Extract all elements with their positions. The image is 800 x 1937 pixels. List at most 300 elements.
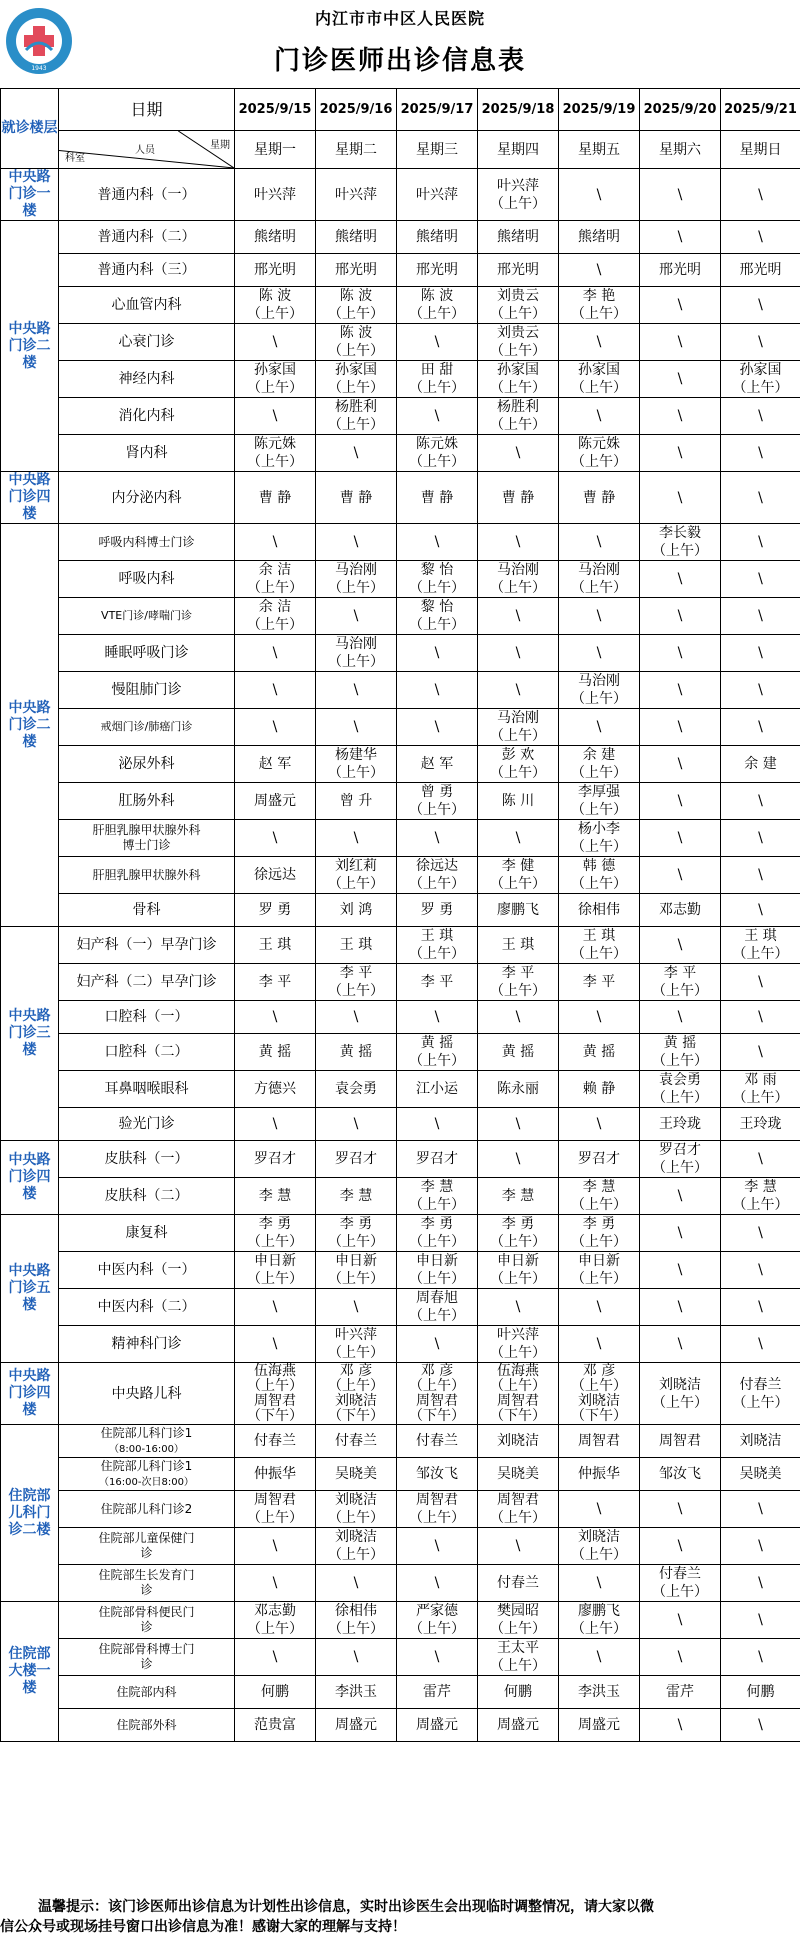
doctor-cell [316,927,397,964]
schedule-row [1,1363,800,1425]
session-label: （上午） [328,343,384,359]
no-clinic-mark: \ [758,1299,763,1315]
doctor-name: 黄 摇 [259,1044,291,1060]
doctor-cell [721,857,800,894]
doctor-name: 周盛元 [335,1717,377,1733]
no-clinic-mark: \ [354,534,359,550]
doctor-name: 陈 川 [502,793,534,809]
doctor-name: 李 慧 [502,1188,534,1204]
dept-name: 慢阻肺门诊 [112,682,182,698]
dept-name: 妇产科（一）早孕门诊 [77,937,217,953]
doctor-name: 陈元姝 [254,436,296,452]
dept-cell [59,1491,235,1528]
doctor-name: 吴晓美 [497,1466,539,1482]
no-clinic-mark: \ [273,719,278,735]
no-clinic-mark: \ [758,1262,763,1278]
doctor-cell [316,1071,397,1108]
session-label: （上午） [247,580,303,596]
weekday-cell: 星期二 [316,131,397,169]
session-label: （上午） [490,983,546,999]
doctor-cell [316,1425,397,1458]
schedule-row [1,1639,800,1676]
doctor-cell [397,435,478,472]
doctor-cell [316,254,397,287]
session-label: （上午） [490,1621,546,1637]
weekday-cell: 星期五 [559,131,640,169]
schedule-row [1,709,800,746]
doctor-cell [640,1001,721,1034]
doctor-cell [316,1458,397,1491]
doctor-name: 王玲珑 [740,1116,782,1132]
doctor-name: 李 勇 [340,1216,372,1232]
dept-name: 骨科 [133,902,161,918]
session-label: （上午） [247,1234,303,1250]
schedule-row [1,561,800,598]
doctor-cell [316,746,397,783]
doctor-name: 申日新 [497,1253,539,1269]
session-label: （上午） [328,1234,384,1250]
doctor-cell [316,287,397,324]
no-clinic-mark: \ [758,902,763,918]
session-label: （上午） [328,1378,384,1394]
session-label: （上午） [247,1378,303,1394]
dept-name: 验光门诊 [119,1116,175,1132]
no-clinic-mark: \ [516,830,521,846]
floor-name: 中央路门诊四楼 [7,472,53,523]
dept-name: 住院部儿科门诊1 [101,1459,193,1473]
doctor-name: 李 慧 [340,1188,372,1204]
doctor-cell [478,1363,559,1425]
doctor-cell [559,1528,640,1565]
doctor-cell [721,1326,800,1363]
doctor-cell [721,635,800,672]
no-clinic-mark: \ [678,937,683,953]
doctor-cell [316,894,397,927]
no-clinic-mark: \ [678,793,683,809]
doctor-cell [397,1602,478,1639]
doctor-name: 仲振华 [254,1466,296,1482]
no-clinic-mark: \ [273,1649,278,1665]
doctor-cell [478,783,559,820]
doctor-name: 李 勇 [421,1216,453,1232]
doctor-cell [235,1602,316,1639]
no-clinic-mark: \ [758,1575,763,1591]
date-header: 日期 [59,89,235,131]
doctor-name: 曹 静 [340,490,372,506]
doctor-cell [397,254,478,287]
doctor-cell [640,1215,721,1252]
doctor-cell [397,1178,478,1215]
doctor-cell [235,472,316,524]
doctor-cell [721,598,800,635]
floor-name: 住院部大楼一楼 [7,1646,53,1697]
doctor-cell [235,254,316,287]
doctor-cell [721,1034,800,1071]
date-cell: 2025/9/21 [721,89,800,131]
doctor-cell [721,1639,800,1676]
doctor-cell [316,1363,397,1425]
dept-cell [59,635,235,672]
dept-cell [59,927,235,964]
dept-cell [59,472,235,524]
doctor-cell [640,964,721,1001]
doctor-cell [559,1491,640,1528]
doctor-cell [559,746,640,783]
doctor-cell [640,709,721,746]
doctor-cell [397,472,478,524]
schedule-row [1,927,800,964]
session-label: （上午） [571,306,627,322]
dept-name: 住院部骨科便民门诊 [97,1605,197,1635]
doctor-name: 周智君 [254,1492,296,1508]
doctor-cell [397,1363,478,1425]
doctor-cell [559,1178,640,1215]
doctor-name: 马治刚 [497,562,539,578]
doctor-cell [640,1252,721,1289]
no-clinic-mark: \ [597,334,602,350]
no-clinic-mark: \ [435,1575,440,1591]
doctor-cell [640,820,721,857]
doctor-cell [721,1252,800,1289]
doctor-name: 赖 静 [583,1081,615,1097]
doctor-cell [397,1565,478,1602]
doctor-cell [478,1528,559,1565]
doctor-name: 余 建 [744,756,776,772]
dept-name: 妇产科（二）早孕门诊 [77,974,217,990]
doctor-name: 李长毅 [659,525,701,541]
doctor-name: 李 健 [502,858,534,874]
doctor-cell [397,361,478,398]
no-clinic-mark: \ [273,830,278,846]
floor-cell [1,524,59,927]
no-clinic-mark: \ [273,1299,278,1315]
session-label: （上午） [571,765,627,781]
dept-cell [59,709,235,746]
doctor-name: 王 琪 [340,937,372,953]
doctor-cell [235,1565,316,1602]
schedule-row [1,1289,800,1326]
doctor-name: 孙家国 [254,362,296,378]
doctor-name: 周智君 [497,1393,539,1409]
doctor-cell [721,398,800,435]
doctor-name: 曹 静 [421,490,453,506]
session-label: （上午） [328,580,384,596]
schedule-row [1,1178,800,1215]
doctor-cell [559,1001,640,1034]
floor-cell [1,1363,59,1425]
doctor-cell [559,398,640,435]
doctor-cell [235,894,316,927]
doctor-cell [397,746,478,783]
session-label: （上午） [490,417,546,433]
session-label: （上午） [490,1658,546,1674]
doctor-cell [640,598,721,635]
doctor-cell [316,783,397,820]
doctor-cell [721,709,800,746]
doctor-name: 陈 波 [421,288,453,304]
doctor-name: 刘晓洁 [335,1393,377,1409]
dept-cell [59,783,235,820]
doctor-cell [235,1141,316,1178]
doctor-name: 周智君 [497,1492,539,1508]
doctor-name: 徐远达 [416,858,458,874]
doctor-cell [721,1108,800,1141]
doctor-cell [721,1676,800,1709]
doctor-cell [235,964,316,1001]
doctor-name: 付春兰 [659,1566,701,1582]
dept-cell [59,1528,235,1565]
no-clinic-mark: \ [678,756,683,772]
doctor-name: 黎 怡 [421,599,453,615]
doctor-cell [316,1326,397,1363]
dept-cell [59,964,235,1001]
dept-cell [59,524,235,561]
session-label: （上午） [571,839,627,855]
no-clinic-mark: \ [354,1299,359,1315]
doctor-name: 廖鹏飞 [497,902,539,918]
doctor-cell [559,1108,640,1141]
session-label: （上午） [328,1271,384,1287]
no-clinic-mark: \ [597,1649,602,1665]
no-clinic-mark: \ [678,867,683,883]
schedule-row [1,1001,800,1034]
doctor-name: 叶兴萍 [335,187,377,203]
session-label: （上午） [571,1197,627,1213]
no-clinic-mark: \ [758,490,763,506]
doctor-name: 伍海燕 [497,1363,539,1379]
doctor-cell [559,1425,640,1458]
doctor-name: 李洪玉 [335,1684,377,1700]
session-label: （上午） [571,1378,627,1394]
no-clinic-mark: \ [758,974,763,990]
floor-cell [1,1215,59,1363]
doctor-cell [397,894,478,927]
doctor-name: 马治刚 [578,673,620,689]
dept-name: 呼吸内科博士门诊 [98,535,194,549]
doctor-name: 邢光明 [335,262,377,278]
no-clinic-mark: \ [758,1649,763,1665]
doctor-cell [316,857,397,894]
doctor-cell [235,1425,316,1458]
doctor-cell [721,1001,800,1034]
doctor-cell [316,964,397,1001]
no-clinic-mark: \ [597,1501,602,1517]
doctor-name: 雷芹 [423,1684,451,1700]
doctor-cell [559,1071,640,1108]
no-clinic-mark: \ [678,187,683,203]
dept-name: 内分泌内科 [112,490,182,506]
no-clinic-mark: \ [678,1225,683,1241]
doctor-cell [397,1458,478,1491]
doctor-cell [478,1709,559,1742]
no-clinic-mark: \ [597,645,602,661]
doctor-cell [478,746,559,783]
doctor-name: 刘贵云 [497,288,539,304]
dept-name: 住院部儿科门诊2 [101,1502,193,1516]
doctor-name: 黄 摇 [583,1044,615,1060]
no-clinic-mark: \ [597,608,602,624]
doctor-cell [559,524,640,561]
doctor-name: 江小运 [416,1081,458,1097]
doctor-cell [640,524,721,561]
doctor-cell [397,1425,478,1458]
doctor-cell [559,857,640,894]
doctor-cell [316,1565,397,1602]
no-clinic-mark: \ [597,262,602,278]
doctor-cell [397,287,478,324]
doctor-name: 方德兴 [254,1081,296,1097]
doctor-cell [397,783,478,820]
doctor-cell [721,1425,800,1458]
no-clinic-mark: \ [273,1116,278,1132]
doctor-cell [721,1528,800,1565]
doctor-cell [316,472,397,524]
doctor-cell [397,635,478,672]
doctor-name: 刘晓洁 [578,1393,620,1409]
dept-cell [59,1458,235,1491]
doctor-name: 李 慧 [583,1179,615,1195]
doctor-name: 周智君 [254,1393,296,1409]
dept-cell [59,254,235,287]
session-label: （上午） [247,380,303,396]
header-row-dates [1,89,800,131]
session-label: （上午） [571,876,627,892]
doctor-cell [478,927,559,964]
doctor-cell [478,894,559,927]
doctor-name: 曾 升 [340,793,372,809]
doctor-name: 李 慧 [259,1188,291,1204]
doctor-cell [235,324,316,361]
doctor-name: 刘晓洁 [497,1433,539,1449]
dept-name: 精神科门诊 [112,1336,182,1352]
doctor-cell [478,324,559,361]
no-clinic-mark: \ [758,1225,763,1241]
schedule-row [1,1458,800,1491]
no-clinic-mark: \ [758,534,763,550]
session-label: （上午） [409,1053,465,1069]
doctor-cell [235,561,316,598]
dept-cell [59,1639,235,1676]
doctor-name: 李 平 [583,974,615,990]
session-label: （下午） [409,1408,465,1424]
doctor-name: 申日新 [254,1253,296,1269]
schedule-row [1,1425,800,1458]
dept-cell [59,1071,235,1108]
doctor-cell [640,746,721,783]
doctor-cell [397,1034,478,1071]
doctor-name: 伍海燕 [254,1363,296,1379]
doctor-name: 王 琪 [421,928,453,944]
session-label: （下午） [328,1408,384,1424]
no-clinic-mark: \ [273,334,278,350]
doctor-cell [235,1676,316,1709]
no-clinic-mark: \ [758,408,763,424]
doctor-cell [478,1178,559,1215]
no-clinic-mark: \ [678,1538,683,1554]
doctor-cell [640,221,721,254]
doctor-cell [316,324,397,361]
doctor-cell [640,1363,721,1425]
doctor-cell [235,1458,316,1491]
doctor-cell [559,1289,640,1326]
doctor-name: 罗召才 [335,1151,377,1167]
doctor-name: 徐相伟 [578,902,620,918]
dept-cell [59,1363,235,1425]
doctor-cell [316,524,397,561]
no-clinic-mark: \ [597,187,602,203]
doctor-cell [478,1252,559,1289]
doctor-cell [316,1141,397,1178]
no-clinic-mark: \ [516,1299,521,1315]
dept-cell [59,1326,235,1363]
doctor-cell [478,709,559,746]
doctor-name: 邹汝飞 [659,1466,701,1482]
dept-cell [59,1108,235,1141]
session-label: （上午） [247,1271,303,1287]
no-clinic-mark: \ [516,608,521,624]
no-clinic-mark: \ [678,445,683,461]
doctor-cell [721,472,800,524]
no-clinic-mark: \ [435,1116,440,1132]
dept-cell [59,361,235,398]
schedule-row [1,524,800,561]
session-label: （上午） [652,543,708,559]
doctor-name: 叶兴萍 [416,187,458,203]
doctor-cell [559,635,640,672]
dept-cell [59,1141,235,1178]
doctor-cell [478,1602,559,1639]
doctor-name: 周盛元 [578,1717,620,1733]
session-label: （上午） [328,1621,384,1637]
doctor-cell [235,1289,316,1326]
doctor-cell [559,472,640,524]
doctor-cell [316,221,397,254]
no-clinic-mark: \ [758,645,763,661]
session-label: （上午） [490,1345,546,1361]
session-label: （上午） [733,380,789,396]
doctor-name: 李 平 [502,965,534,981]
schedule-row [1,635,800,672]
no-clinic-mark: \ [597,1116,602,1132]
schedule-row [1,435,800,472]
no-clinic-mark: \ [516,1009,521,1025]
doctor-cell [235,927,316,964]
no-clinic-mark: \ [516,445,521,461]
no-clinic-mark: \ [678,1336,683,1352]
doctor-name: 刘 鸿 [340,902,372,918]
doctor-cell [721,894,800,927]
doctor-name: 周盛元 [497,1717,539,1733]
doctor-cell [559,435,640,472]
doctor-cell [559,1676,640,1709]
doctor-cell [559,1458,640,1491]
doctor-name: 叶兴萍 [497,1327,539,1343]
doctor-name: 邓 彦 [421,1363,453,1379]
dept-name: 神经内科 [119,371,175,387]
doctor-name: 严家德 [416,1603,458,1619]
dept-name: 住院部生长发育门诊 [97,1568,197,1598]
doctor-cell [316,1178,397,1215]
doctor-name: 付春兰 [497,1575,539,1591]
dept-cell [59,221,235,254]
doctor-name: 吴晓美 [740,1466,782,1482]
doctor-cell [640,1565,721,1602]
no-clinic-mark: \ [678,571,683,587]
no-clinic-mark: \ [678,229,683,245]
doctor-cell [478,221,559,254]
no-clinic-mark: \ [354,830,359,846]
doctor-cell [640,1425,721,1458]
